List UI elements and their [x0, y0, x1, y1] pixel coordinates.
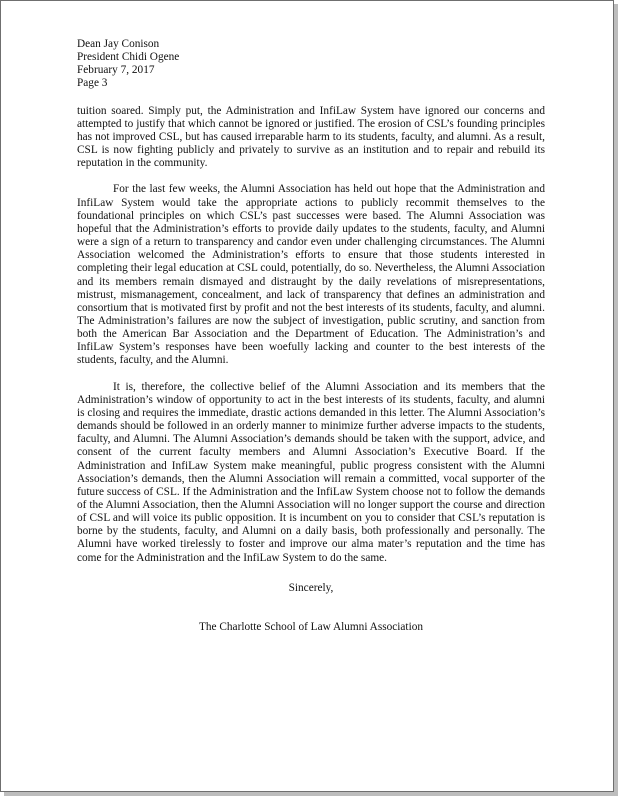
page-number: Page 3	[77, 77, 108, 90]
body-paragraph: tuition soared. Simply put, the Administration and InfiLaw System have ignored our concerns and attempted to justify that which cannot be ignored or justified. The erosion of CSL’s founding principles has not improved CSL, but has caused irreparable harm to its students, faculty, and alumni. As a result, CSL is now fighting publicly and privately to survive as an institution and to repair and rebuild its reputation in the community.	[77, 104, 545, 170]
signature-block: The Charlotte School of Law Alumni Association	[198, 620, 424, 633]
letter-content	[77, 38, 545, 634]
body-paragraph: It is, therefore, the collective belief of the Alumni Association and its members that the Administration’s window of opportunity to act in the best interests of its students, faculty, and alumni is closing and requires the immediate, drastic actions demanded in this letter. The Alumni Association’s demands should be followed in an orderly manner to minimize further adverse impacts to the students, faculty, and Alumni. The Alumni Association’s demands should be taken with the support, advice, and consent of the current faculty members and Alumni Association’s Executive Board. If the Administration and InfiLaw System make meaningful, public progress consistent with the Alumni Association’s demands, then the Alumni Association will remain a committed, vocal supporter of the future success of CSL. If the Administration and the InfiLaw System choose not to follow the demands of the Alumni Association, then the Alumni Association will no longer support the course and direction of CSL and will voice its public opposition. It is incumbent on you to consider that CSL’s reputation is borne by the students, faculty, and Alumni on a daily basis, both professionally and personally. The Alumni have worked tirelessly to foster and improve our alma mater’s reputation and the time has come for the Administration and the InfiLaw System to do the same.	[77, 380, 545, 564]
body-paragraph: For the last few weeks, the Alumni Association has held out hope that the Administration and InfiLaw System would take the appropriate actions to publicly recommit themselves to the foundational principles on which CSL’s past successes were based. The Alumni Association was hopeful that the Administration’s efforts to provide daily updates to the students, faculty, and Alumni were a sign of a return to transparency and candor even under challenging circumstances. The Alumni Association welcomed the Administration’s efforts to ensure that those students interested in completing their legal education at CSL could, potentially, do so. Nevertheless, the Alumni Association and its members remain dismayed and distraught by the daily revelations of misrepresentations, mistrust, mismanagement, concealment, and lack of transparency that defines an administration and consortium that is motivated first by profit and not the best interests of its students, faculty, and alumni. The Administration’s failures are now the subject of investigation, public scrutiny, and sanction from both the American Bar Association and the Department of Education. The Administration’s and InfiLaw System’s responses have been woefully lacking and counter to the best interests of the students, faculty, and the Alumni.	[77, 183, 545, 367]
closing-salutation: Sincerely,	[288, 581, 334, 594]
recipient-line: Dean Jay Conison	[77, 38, 160, 50]
letter-date: February 7, 2017	[77, 64, 155, 77]
letter-header	[77, 38, 545, 91]
recipient-line: President Chidi Ogene	[77, 51, 180, 64]
